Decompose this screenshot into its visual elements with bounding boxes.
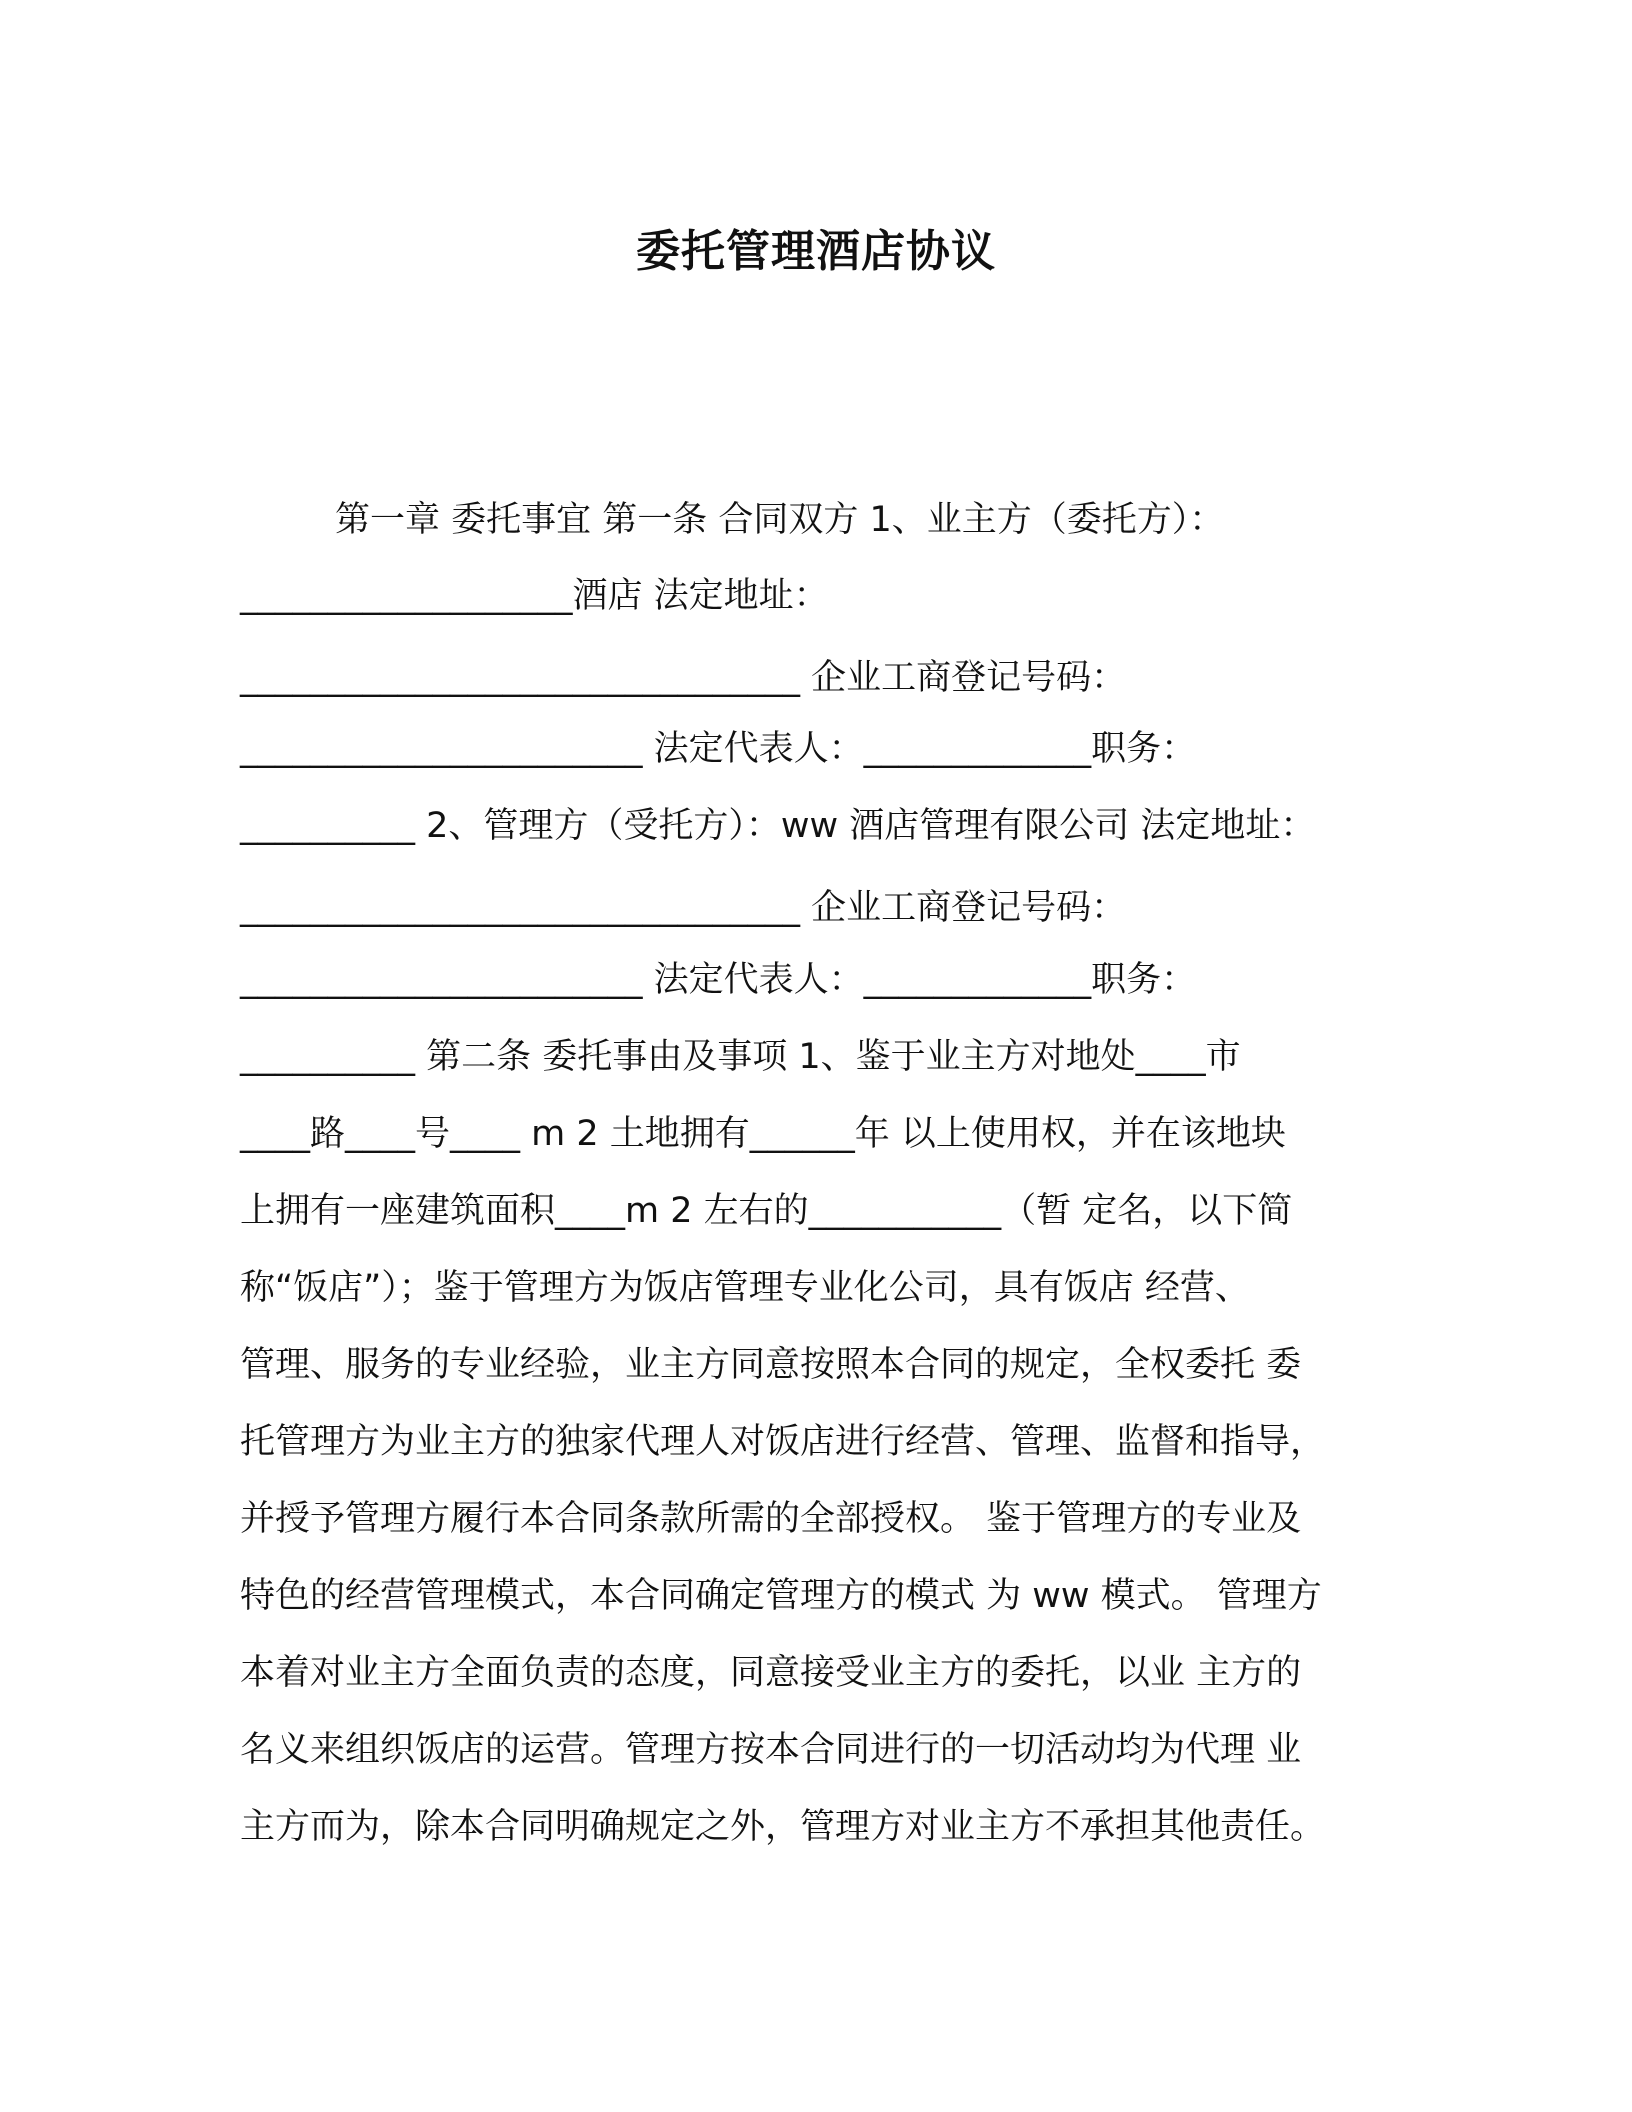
body-line: ________________________________ 企业工商登记号码：: [240, 888, 1127, 928]
body-line: 称“饭店”）；鉴于管理方为饭店管理专业化公司，具有饭店 经营、: [240, 1268, 1250, 1308]
body-line: __________ 2、管理方（受托方）：ww 酒店管理有限公司 法定地址：: [240, 806, 1316, 846]
body-line: 托管理方为业主方的独家代理人对饭店进行经营、管理、监督和指导，: [240, 1422, 1326, 1462]
body-line: 名义来组织饭店的运营。管理方按本合同进行的一切活动均为代理 业: [240, 1730, 1302, 1770]
body-line: __________ 第二条 委托事由及事项 1、鉴于业主方对地处____市: [240, 1037, 1241, 1077]
body-line: ________________________________ 企业工商登记号码：: [240, 658, 1127, 698]
document-title: 委托管理酒店协议: [636, 226, 996, 277]
body-line: 主方而为，除本合同明确规定之外，管理方对业主方不承担其他责任。: [240, 1807, 1326, 1847]
body-line: 特色的经营管理模式，本合同确定管理方的模式 为 ww 模式。 管理方: [240, 1576, 1322, 1616]
body-line: _______________________ 法定代表人：_____________职务：: [240, 729, 1197, 769]
body-line: ____路____号____ m 2 土地拥有______年 以上使用权，并在该地块: [240, 1114, 1286, 1154]
body-line: _______________________ 法定代表人：_____________职务：: [240, 960, 1197, 1000]
body-line: 第一章 委托事宜 第一条 合同双方 1、业主方（委托方）：: [335, 500, 1225, 540]
body-line: 管理、服务的专业经验，业主方同意按照本合同的规定，全权委托 委: [240, 1345, 1302, 1385]
body-line: ___________________酒店 法定地址：: [240, 576, 829, 616]
body-line: 本着对业主方全面负责的态度，同意接受业主方的委托，以业 主方的: [240, 1653, 1302, 1693]
body-line: 上拥有一座建筑面积____m 2 左右的___________（暂 定名，以下简: [240, 1191, 1293, 1231]
body-line: 并授予管理方履行本合同条款所需的全部授权。 鉴于管理方的专业及: [240, 1499, 1302, 1539]
